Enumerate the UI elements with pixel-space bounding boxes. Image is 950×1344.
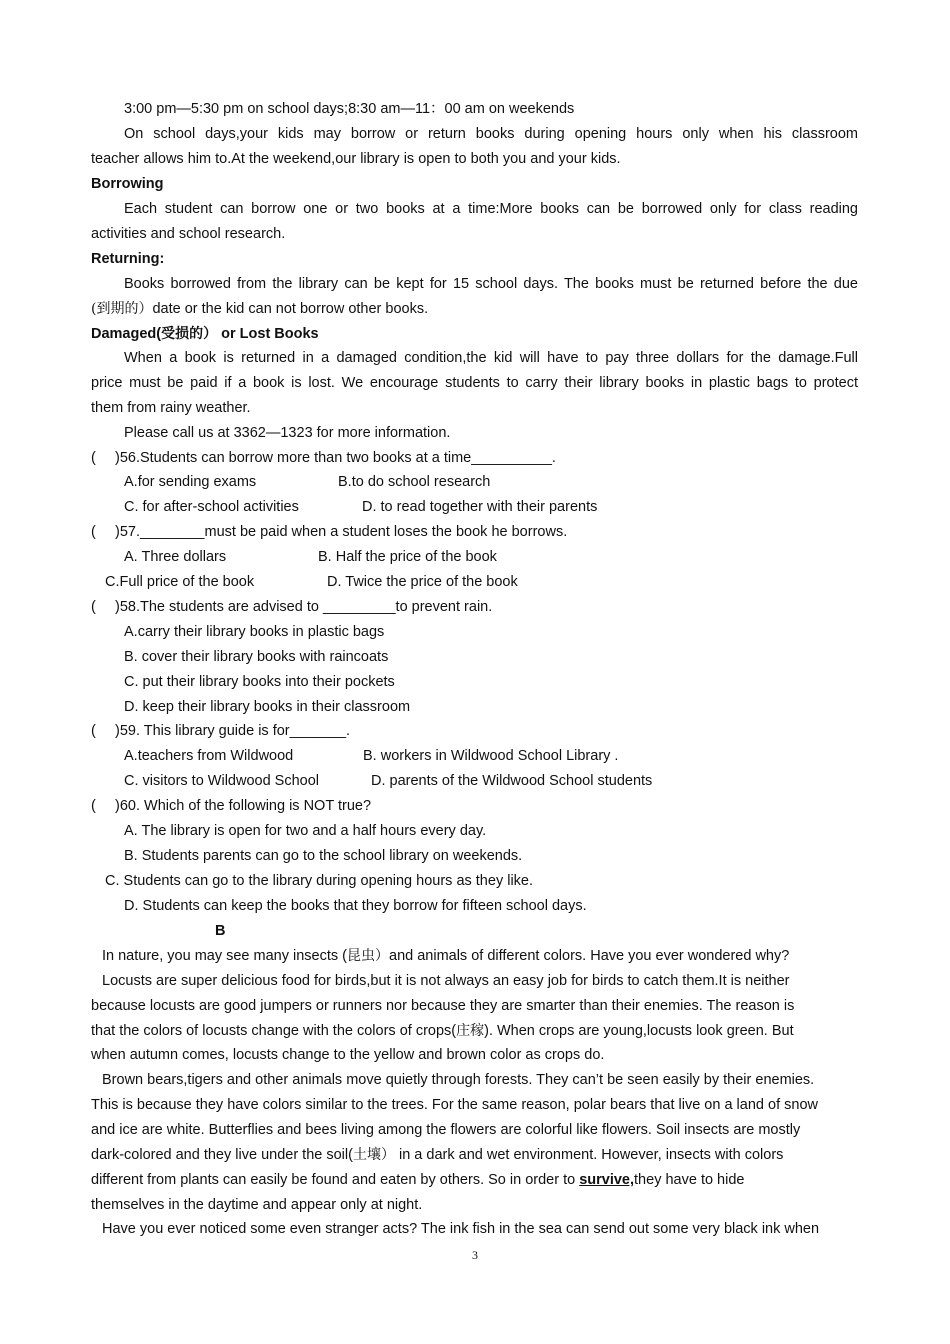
answer-blank-58[interactable]: (: [91, 599, 96, 615]
p3-l5-b: they have to hide: [634, 1172, 745, 1188]
answer-blank-56[interactable]: (: [91, 450, 96, 466]
hours-line: 3:00 pm—5:30 pm on school days;8:30 am—11：00 am on weekends: [124, 101, 575, 117]
question-60-stem: )60. Which of the following is NOT true?: [115, 798, 372, 814]
damaged-heading: [91, 323, 858, 345]
question-59-options-cd: [124, 770, 858, 792]
damaged-line-1: When a book is returned in a damaged condition,the kid will have to pay three dollars for the damage.Full: [124, 350, 858, 366]
borrowing-heading: Borrowing: [91, 176, 164, 192]
question-57: [91, 521, 858, 543]
damaged-line-2: price must be paid if a book is lost. We encourage students to carry their library books in plastic bags to protect: [91, 375, 858, 391]
section-b-p3-line-4: [91, 1144, 858, 1166]
p1-text-b: and animals of different colors. Have you ever wondered why?: [389, 948, 790, 964]
p2-l3-b: ). When crops are young,locusts look green. But: [484, 1023, 794, 1039]
question-56-options-cd: [124, 496, 858, 518]
option-60-d: D. Students can keep the books that they borrow for fifteen school days.: [124, 898, 587, 914]
option-58-b: B. cover their library books with raincoats: [124, 649, 389, 665]
option-58-a: A.carry their library books in plastic bags: [124, 624, 385, 640]
section-b-p4-line-1: Have you ever noticed some even stranger acts? The ink fish in the sea can send out some very black ink when: [102, 1221, 820, 1237]
option-56-a: A.for sending exams: [124, 474, 257, 490]
section-b-p3-line-3: and ice are white. Butterflies and bees living among the flowers are colorful like flowers. Soil insects are mostly: [91, 1122, 801, 1138]
option-59-d: D. parents of the Wildwood School students: [371, 773, 653, 789]
section-b-label: B: [215, 923, 226, 939]
call-line: Please call us at 3362—1323 for more information.: [124, 425, 451, 441]
question-57-options-ab: [124, 546, 858, 568]
p3-l4-a: dark-colored and they live under the soil(: [91, 1147, 353, 1163]
crops-gloss: 庄稼: [456, 1023, 485, 1039]
option-56-b: B.to do school research: [338, 474, 491, 490]
section-b-p3-line-2: This is because they have colors similar to the trees. For the same reason, polar bears that live on a land of snow: [91, 1097, 818, 1113]
p3-l4-b: in a dark and wet environment. However, insects with colors: [394, 1147, 784, 1163]
school-days-line-2: teacher allows him to.At the weekend,our library is open to both you and your kids.: [91, 151, 621, 167]
returning-line-2: [91, 298, 858, 320]
damaged-heading-a: Damaged(: [91, 326, 162, 342]
option-57-b: B. Half the price of the book: [318, 549, 497, 565]
question-56-options-ab: [124, 471, 858, 493]
option-57-c: C.Full price of the book: [105, 574, 255, 590]
question-56: [91, 447, 858, 469]
option-56-d: D. to read together with their parents: [362, 499, 598, 515]
damaged-gloss: 受损的）: [161, 326, 218, 342]
option-60-a: A. The library is open for two and a half hours every day.: [124, 823, 487, 839]
page-number: 3: [472, 1248, 478, 1262]
section-b-p2-line-1: Locusts are super delicious food for birds,but it is not always an easy job for birds to catch them.It is neither: [102, 973, 790, 989]
option-56-c: C. for after-school activities: [124, 499, 299, 515]
section-b-p3-line-5: [91, 1169, 858, 1191]
p3-l5-a: different from plants can easily be found and eaten by others. So in order to: [91, 1172, 580, 1188]
question-59-options-ab: [124, 745, 858, 767]
option-59-c: C. visitors to Wildwood School: [124, 773, 320, 789]
answer-blank-57[interactable]: (: [91, 524, 96, 540]
section-b-p3-line-1: Brown bears,tigers and other animals move quietly through forests. They can’t be seen easily by their enemies.: [102, 1072, 815, 1088]
option-60-c: C. Students can go to the library during opening hours as they like.: [105, 873, 534, 889]
option-57-d: D. Twice the price of the book: [327, 574, 518, 590]
question-58: [91, 596, 858, 618]
option-57-a: A. Three dollars: [124, 549, 227, 565]
returning-heading: Returning:: [91, 251, 165, 267]
survive-underlined: survive,: [579, 1172, 635, 1188]
returning-line-1: Books borrowed from the library can be kept for 15 school days. The books must be returned before the due: [124, 276, 858, 292]
insects-gloss: 昆虫）: [347, 948, 389, 964]
question-57-options-cd: [105, 571, 858, 593]
due-gloss: (到期的）: [91, 301, 153, 317]
option-60-b: B. Students parents can go to the school library on weekends.: [124, 848, 523, 864]
option-59-b: B. workers in Wildwood School Library .: [363, 748, 619, 764]
section-b-p2-line-3: [91, 1020, 858, 1042]
answer-blank-59[interactable]: (: [91, 723, 96, 739]
damaged-line-3: them from rainy weather.: [91, 400, 251, 416]
option-58-c: C. put their library books into their pockets: [124, 674, 395, 690]
question-58-stem: )58.The students are advised to _________to prevent rain.: [115, 599, 493, 615]
section-b-p2-line-2: because locusts are good jumpers or runners nor because they are smarter than their enemies. The reason is: [91, 998, 795, 1014]
damaged-heading-b: or Lost Books: [217, 326, 319, 342]
option-59-a: A.teachers from Wildwood: [124, 748, 294, 764]
question-57-stem: )57.________must be paid when a student loses the book he borrows.: [115, 524, 568, 540]
p1-text-a: In nature, you may see many insects (: [102, 948, 347, 964]
borrowing-line-1: Each student can borrow one or two books at a time:More books can be borrowed only for class reading: [124, 201, 858, 217]
answer-blank-60[interactable]: (: [91, 798, 96, 814]
question-59-stem: )59. This library guide is for_______.: [115, 723, 351, 739]
p2-l3-a: that the colors of locusts change with the colors of crops(: [91, 1023, 457, 1039]
question-60: [91, 795, 858, 817]
question-59: [91, 720, 858, 742]
school-days-line-1: On school days,your kids may borrow or return books during opening hours only when his classroom: [124, 126, 858, 142]
section-b-p1: [102, 945, 858, 967]
soil-gloss: 土壤）: [352, 1147, 395, 1163]
section-b-p2-line-4: when autumn comes, locusts change to the yellow and brown color as crops do.: [91, 1047, 605, 1063]
borrowing-line-2: activities and school research.: [91, 226, 286, 242]
returning-line-2-text: date or the kid can not borrow other books.: [152, 301, 429, 317]
option-58-d: D. keep their library books in their classroom: [124, 699, 411, 715]
question-56-stem: )56.Students can borrow more than two books at a time__________.: [115, 450, 556, 466]
section-b-p3-line-6: themselves in the daytime and appear only at night.: [91, 1197, 423, 1213]
